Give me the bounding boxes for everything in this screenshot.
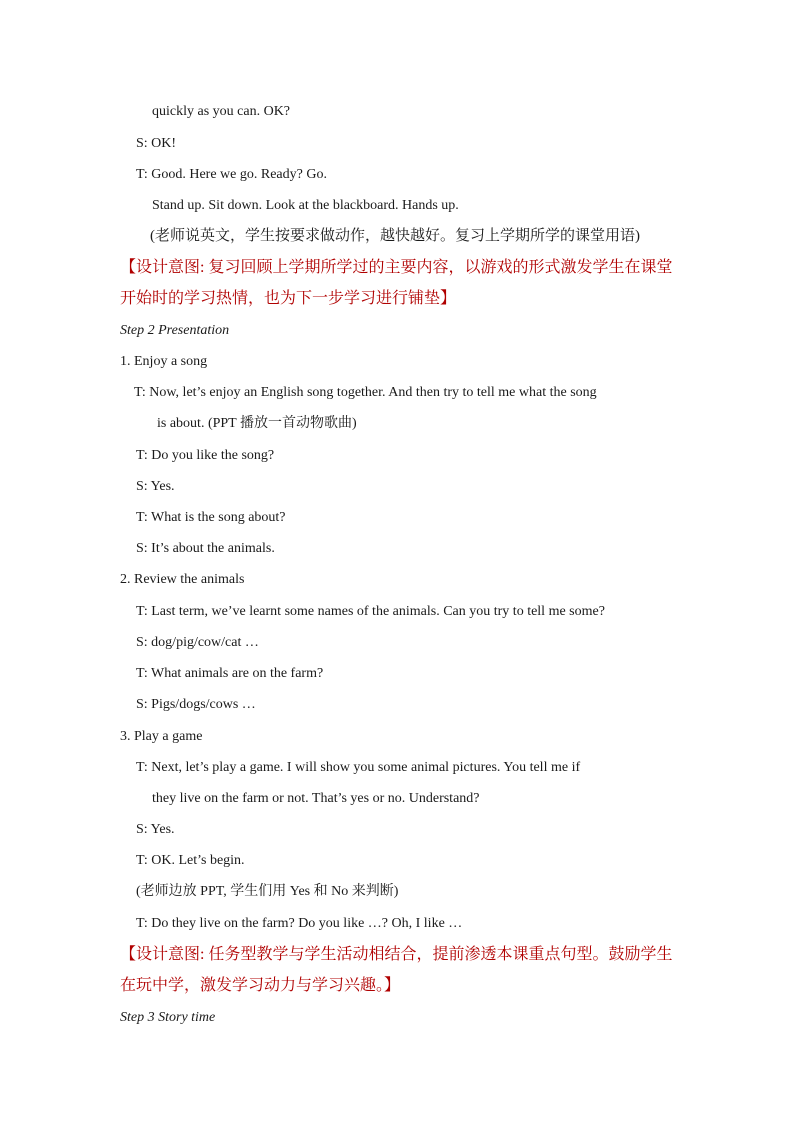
text-line: S: dog/pig/cow/cat … xyxy=(136,635,259,650)
text-line: they live on the farm or not. That’s yes or no. Understand? xyxy=(152,791,480,806)
text-line: T: Do you like the song? xyxy=(136,448,275,463)
text-line: T: What is the song about? xyxy=(136,510,286,525)
text-line: (老师说英文，学生按要求做动作，越快越好。复习上学期所学的课堂用语) xyxy=(150,228,640,244)
section-heading: 3. Play a game xyxy=(120,729,203,744)
text-line: quickly as you can. OK? xyxy=(152,104,291,119)
design-intent-note: 在玩中学，激发学习动力与学习兴趣。】 xyxy=(120,977,401,994)
text-line: S: Yes. xyxy=(136,822,175,837)
text-line: S: Yes. xyxy=(136,479,175,494)
section-heading: 2. Review the animals xyxy=(120,572,245,587)
design-intent-note: 【设计意图: 任务型教学与学生活动相结合，提前渗透本课重点句型。鼓励学生 xyxy=(120,946,673,963)
step-heading: Step 3 Story time xyxy=(120,1010,216,1025)
text-line: T: Now, let’s enjoy an English song together. And then try to tell me what the song xyxy=(134,385,597,400)
step-heading: Step 2 Presentation xyxy=(120,323,230,338)
text-line: S: OK! xyxy=(136,136,177,151)
design-intent-note: 【设计意图: 复习回顾上学期所学过的主要内容，以游戏的形式激发学生在课堂 xyxy=(120,259,673,276)
text-line: T: What animals are on the farm? xyxy=(136,666,324,681)
text-line: Stand up. Sit down. Look at the blackboard. Hands up. xyxy=(152,198,459,213)
text-line: T: Good. Here we go. Ready? Go. xyxy=(136,167,327,182)
design-intent-note: 开始时的学习热情，也为下一步学习进行铺垫】 xyxy=(120,290,457,307)
text-line: S: It’s about the animals. xyxy=(136,541,275,556)
text-line: (老师边放 PPT, 学生们用 Yes 和 No 来判断) xyxy=(136,884,399,899)
section-heading: 1. Enjoy a song xyxy=(120,354,208,369)
text-line: is about. (PPT 播放一首动物歌曲) xyxy=(157,416,357,431)
text-line: T: Last term, we’ve learnt some names of the animals. Can you try to tell me some? xyxy=(136,604,605,619)
text-line: S: Pigs/dogs/cows … xyxy=(136,697,256,712)
text-line: T: OK. Let’s begin. xyxy=(136,853,245,868)
text-line: T: Do they live on the farm? Do you like …? Oh, I like … xyxy=(136,916,463,931)
text-line: T: Next, let’s play a game. I will show you some animal pictures. You tell me if xyxy=(136,760,581,775)
